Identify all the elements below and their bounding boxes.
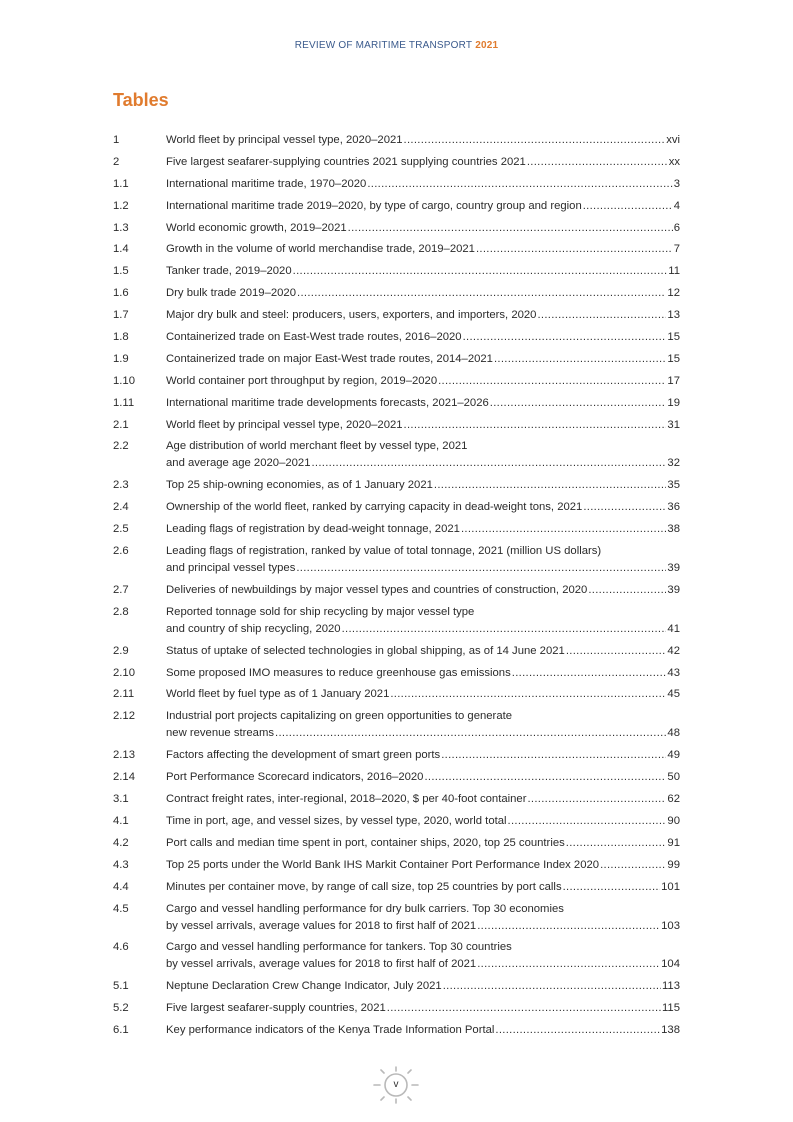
- toc-entry[interactable]: [113, 1000, 680, 1017]
- entry-number: 2.6: [113, 545, 129, 558]
- entry-number: 1.4: [113, 243, 129, 256]
- dot-leader: [424, 769, 666, 786]
- toc-entry[interactable]: [113, 176, 680, 193]
- entry-page-number: 101: [661, 880, 680, 893]
- entry-title: Five largest seafarer-supplying countries 2021 supplying countries 2021: [166, 155, 526, 168]
- dot-leader: [512, 665, 667, 682]
- entry-number: 6.1: [113, 1024, 129, 1037]
- entry-page-number: 36: [667, 501, 680, 514]
- entry-number: 1.10: [113, 374, 135, 387]
- entry-page-number: 7: [673, 243, 680, 256]
- entry-number: 2.3: [113, 479, 129, 492]
- entry-number: 1.11: [113, 396, 135, 409]
- entry-title: Deliveries of newbuildings by major vessel types and countries of construction, 2020: [166, 583, 588, 596]
- dot-leader: [600, 857, 666, 874]
- entry-number: 1: [113, 134, 120, 146]
- header-year: 2021: [475, 40, 499, 51]
- dot-leader: [566, 643, 667, 660]
- entry-number: 1.7: [113, 309, 129, 322]
- dot-leader: [490, 395, 667, 412]
- entry-number: 1.1: [113, 177, 129, 190]
- dot-leader: [441, 747, 666, 764]
- entry-title: Port Performance Scorecard indicators, 2016–2020: [166, 771, 424, 784]
- dot-leader: [527, 791, 666, 808]
- toc-entry[interactable]: [113, 857, 680, 874]
- entry-number: 4.5: [113, 902, 129, 915]
- dot-leader: [342, 621, 667, 638]
- entry-title: Leading flags of registration by dead-weight tonnage, 2021: [166, 523, 460, 536]
- entry-page-number: 31: [667, 418, 680, 431]
- toc-entry[interactable]: [113, 285, 680, 302]
- tables-list: [113, 132, 680, 1044]
- toc-entry[interactable]: [113, 665, 680, 682]
- entry-page-number: 39: [667, 583, 680, 596]
- entry-number: 5.1: [113, 980, 129, 993]
- toc-entry[interactable]: [113, 477, 680, 494]
- entry-title: and principal vessel types: [166, 562, 296, 575]
- dot-leader: [477, 918, 660, 935]
- entry-title: Dry bulk trade 2019–2020: [166, 287, 297, 300]
- entry-page-number: 12: [667, 287, 680, 300]
- entry-title-line1: Age distribution of world merchant fleet by vessel type, 2021: [166, 440, 468, 453]
- entry-page-number: 50: [667, 771, 680, 784]
- entry-number: 4.1: [113, 814, 129, 827]
- entry-title: Five largest seafarer-supply countries, 2021: [166, 1002, 386, 1015]
- toc-entry[interactable]: [113, 373, 680, 390]
- header-title: REVIEW OF MARITIME TRANSPORT: [294, 40, 473, 51]
- entry-page-number: 113: [661, 980, 680, 993]
- entry-page-number: 38: [667, 523, 680, 536]
- entry-number: 5.2: [113, 1002, 129, 1015]
- dot-leader: [461, 521, 666, 538]
- entry-number: 2.7: [113, 583, 129, 596]
- entry-page-number: xx: [668, 155, 680, 168]
- section-title: Tables: [113, 90, 169, 110]
- toc-entry[interactable]: [113, 543, 680, 577]
- entry-page-number: 48: [667, 727, 680, 740]
- entry-page-number: 3: [673, 177, 680, 190]
- toc-entry[interactable]: [113, 329, 680, 346]
- entry-page-number: 35: [667, 479, 680, 492]
- dot-leader: [527, 154, 668, 171]
- toc-entry[interactable]: [113, 132, 680, 149]
- toc-entry[interactable]: [113, 978, 680, 995]
- toc-entry[interactable]: [113, 154, 680, 171]
- entry-title: World fleet by principal vessel type, 2020–2021: [166, 134, 403, 146]
- dot-leader: [583, 499, 666, 516]
- toc-entry[interactable]: [113, 521, 680, 538]
- entry-number: 1.8: [113, 331, 129, 344]
- entry-number: 2.5: [113, 523, 129, 536]
- entry-title: Time in port, age, and vessel sizes, by vessel type, 2020, world total: [166, 814, 507, 827]
- entry-title: Tanker trade, 2019–2020: [166, 265, 292, 278]
- entry-page-number: 49: [667, 749, 680, 762]
- dot-leader: [297, 285, 666, 302]
- entry-page-number: 138: [661, 1024, 680, 1037]
- entry-page-number: 90: [667, 814, 680, 827]
- entry-title: Contract freight rates, inter-regional, 2018–2020, $ per 40-foot container: [166, 793, 527, 806]
- dot-leader: [293, 263, 668, 280]
- entry-title-line1: Cargo and vessel handling performance for tankers. Top 30 countries: [166, 941, 512, 954]
- dot-leader: [563, 879, 661, 896]
- dot-leader: [296, 560, 666, 577]
- entry-number: 2.4: [113, 501, 129, 514]
- entry-page-number: 13: [667, 309, 680, 322]
- dot-leader: [537, 307, 666, 324]
- toc-entry[interactable]: [113, 747, 680, 764]
- entry-title: Top 25 ship-owning economies, as of 1 January 2021: [166, 479, 433, 492]
- entry-page-number: 11: [668, 265, 680, 278]
- toc-entry[interactable]: [113, 769, 680, 786]
- entry-title: World fleet by fuel type as of 1 January 2021: [166, 688, 390, 701]
- entry-number: 2.14: [113, 771, 135, 784]
- entry-title: Factors affecting the development of smart green ports: [166, 749, 441, 762]
- toc-entry[interactable]: [113, 879, 680, 896]
- dot-leader: [275, 725, 666, 742]
- entry-number: 2.10: [113, 666, 135, 679]
- entry-number: 2.9: [113, 644, 129, 657]
- entry-title: International maritime trade, 1970–2020: [166, 177, 367, 190]
- toc-entry[interactable]: [113, 604, 680, 638]
- entry-title: World fleet by principal vessel type, 2020–2021: [166, 418, 403, 431]
- entry-number: 4.2: [113, 836, 129, 849]
- entry-title: International maritime trade 2019–2020, by type of cargo, country group and region: [166, 199, 582, 212]
- toc-entry[interactable]: [113, 499, 680, 516]
- entry-title: Minutes per container move, by range of call size, top 25 countries by port calls: [166, 880, 562, 893]
- dot-leader: [404, 132, 666, 149]
- toc-entry[interactable]: [113, 835, 680, 852]
- entry-title: and average age 2020–2021: [166, 457, 311, 470]
- entry-title: Containerized trade on major East-West trade routes, 2014–2021: [166, 352, 493, 365]
- entry-title-line1: Reported tonnage sold for ship recycling by major vessel type: [166, 605, 475, 618]
- entry-title: World container port throughput by region, 2019–2020: [166, 374, 438, 387]
- toc-entry[interactable]: [113, 582, 680, 599]
- toc-entry[interactable]: [113, 198, 680, 215]
- entry-title: Some proposed IMO measures to reduce greenhouse gas emissions: [166, 666, 511, 679]
- toc-entry[interactable]: [113, 351, 680, 368]
- dot-leader: [583, 198, 673, 215]
- toc-entry[interactable]: [113, 307, 680, 324]
- toc-entry[interactable]: [113, 1022, 680, 1039]
- entry-title: and country of ship recycling, 2020: [166, 622, 341, 635]
- dot-leader: [311, 455, 666, 472]
- entry-page-number: 6: [673, 221, 680, 234]
- dot-leader: [494, 351, 666, 368]
- entry-page-number: 99: [667, 858, 680, 871]
- entry-number: 3.1: [113, 793, 129, 806]
- toc-entry[interactable]: [113, 438, 680, 472]
- toc-entry[interactable]: [113, 686, 680, 703]
- dot-leader: [463, 329, 667, 346]
- running-header: [0, 40, 793, 51]
- entry-title: Top 25 ports under the World Bank IHS Markit Container Port Performance Index 2020: [166, 858, 600, 871]
- entry-page-number: 41: [667, 622, 680, 635]
- entry-number: 2: [113, 155, 120, 168]
- dot-leader: [438, 373, 666, 390]
- entry-page-number: 43: [667, 666, 680, 679]
- dot-leader: [387, 1000, 661, 1017]
- entry-title: World economic growth, 2019–2021: [166, 221, 347, 234]
- toc-entry[interactable]: [113, 791, 680, 808]
- entry-number: 1.5: [113, 265, 129, 278]
- entry-page-number: 15: [667, 352, 680, 365]
- entry-number: 2.8: [113, 605, 129, 618]
- entry-title: Port calls and median time spent in port, container ships, 2020, top 25 countries: [166, 836, 565, 849]
- dot-leader: [566, 835, 667, 852]
- entry-title: Ownership of the world fleet, ranked by carrying capacity in dead-weight tons, 2021: [166, 501, 583, 514]
- toc-entry[interactable]: [113, 643, 680, 660]
- toc-entry[interactable]: [113, 241, 680, 258]
- dot-leader: [367, 176, 672, 193]
- dot-leader: [404, 417, 667, 434]
- toc-entry[interactable]: [113, 939, 680, 973]
- entry-page-number: 19: [667, 396, 680, 409]
- entry-title: new revenue streams: [166, 727, 274, 740]
- entry-title: by vessel arrivals, average values for 2018 to first half of 2021: [166, 919, 477, 932]
- entry-page-number: 115: [661, 1002, 680, 1015]
- dot-leader: [476, 241, 673, 258]
- dot-leader: [443, 978, 661, 995]
- entry-title: Growth in the volume of world merchandise trade, 2019–2021: [166, 243, 475, 256]
- entry-title: by vessel arrivals, average values for 2018 to first half of 2021: [166, 958, 477, 971]
- page-number: v: [393, 1079, 399, 1090]
- entry-number: 2.2: [113, 440, 129, 453]
- entry-number: 4.4: [113, 880, 129, 893]
- entry-page-number: 91: [667, 836, 680, 849]
- entry-number: 4.6: [113, 941, 129, 954]
- entry-page-number: 103: [661, 919, 680, 932]
- toc-entry[interactable]: [113, 395, 680, 412]
- dot-leader: [588, 582, 666, 599]
- page-footer: [366, 1064, 426, 1114]
- entry-title: Key performance indicators of the Kenya Trade Information Portal: [166, 1024, 495, 1037]
- entry-title: International maritime trade developments forecasts, 2021–2026: [166, 396, 489, 409]
- entry-title-line1: Industrial port projects capitalizing on green opportunities to generate: [166, 710, 513, 723]
- entry-page-number: xvi: [666, 134, 680, 146]
- toc-entry[interactable]: [113, 708, 680, 742]
- toc-entry[interactable]: [113, 220, 680, 237]
- toc-entry[interactable]: [113, 813, 680, 830]
- entry-page-number: 39: [667, 562, 680, 575]
- toc-entry[interactable]: [113, 263, 680, 280]
- entry-number: 2.13: [113, 749, 135, 762]
- entry-title: Status of uptake of selected technologies in global shipping, as of 14 June 2021: [166, 644, 565, 657]
- entry-title: Neptune Declaration Crew Change Indicator, July 2021: [166, 980, 442, 993]
- entry-title: Containerized trade on East-West trade routes, 2016–2020: [166, 331, 462, 344]
- dot-leader: [477, 956, 660, 973]
- entry-page-number: 62: [667, 793, 680, 806]
- dot-leader: [508, 813, 667, 830]
- entry-page-number: 17: [667, 374, 680, 387]
- entry-number: 1.9: [113, 352, 129, 365]
- dot-leader: [348, 220, 673, 237]
- entry-title: Major dry bulk and steel: producers, users, exporters, and importers, 2020: [166, 309, 537, 322]
- entry-number: 1.6: [113, 287, 129, 300]
- dot-leader: [390, 686, 666, 703]
- entry-number: 1.3: [113, 221, 129, 234]
- entry-page-number: 4: [673, 199, 680, 212]
- entry-page-number: 32: [667, 457, 680, 470]
- entry-page-number: 42: [667, 644, 680, 657]
- entry-number: 2.11: [113, 688, 135, 701]
- entry-number: 2.12: [113, 710, 135, 723]
- entry-number: 4.3: [113, 858, 129, 871]
- toc-entry[interactable]: [113, 417, 680, 434]
- entry-number: 2.1: [113, 418, 129, 431]
- entry-title-line1: Cargo and vessel handling performance for dry bulk carriers. Top 30 economies: [166, 902, 564, 915]
- entry-page-number: 104: [661, 958, 680, 971]
- dot-leader: [495, 1022, 660, 1039]
- dot-leader: [434, 477, 667, 494]
- entry-title-line1: Leading flags of registration, ranked by value of total tonnage, 2021 (million US dollars): [166, 545, 602, 558]
- entry-page-number: 15: [667, 331, 680, 344]
- entry-number: 1.2: [113, 199, 129, 212]
- entry-page-number: 45: [667, 688, 680, 701]
- toc-entry[interactable]: [113, 901, 680, 935]
